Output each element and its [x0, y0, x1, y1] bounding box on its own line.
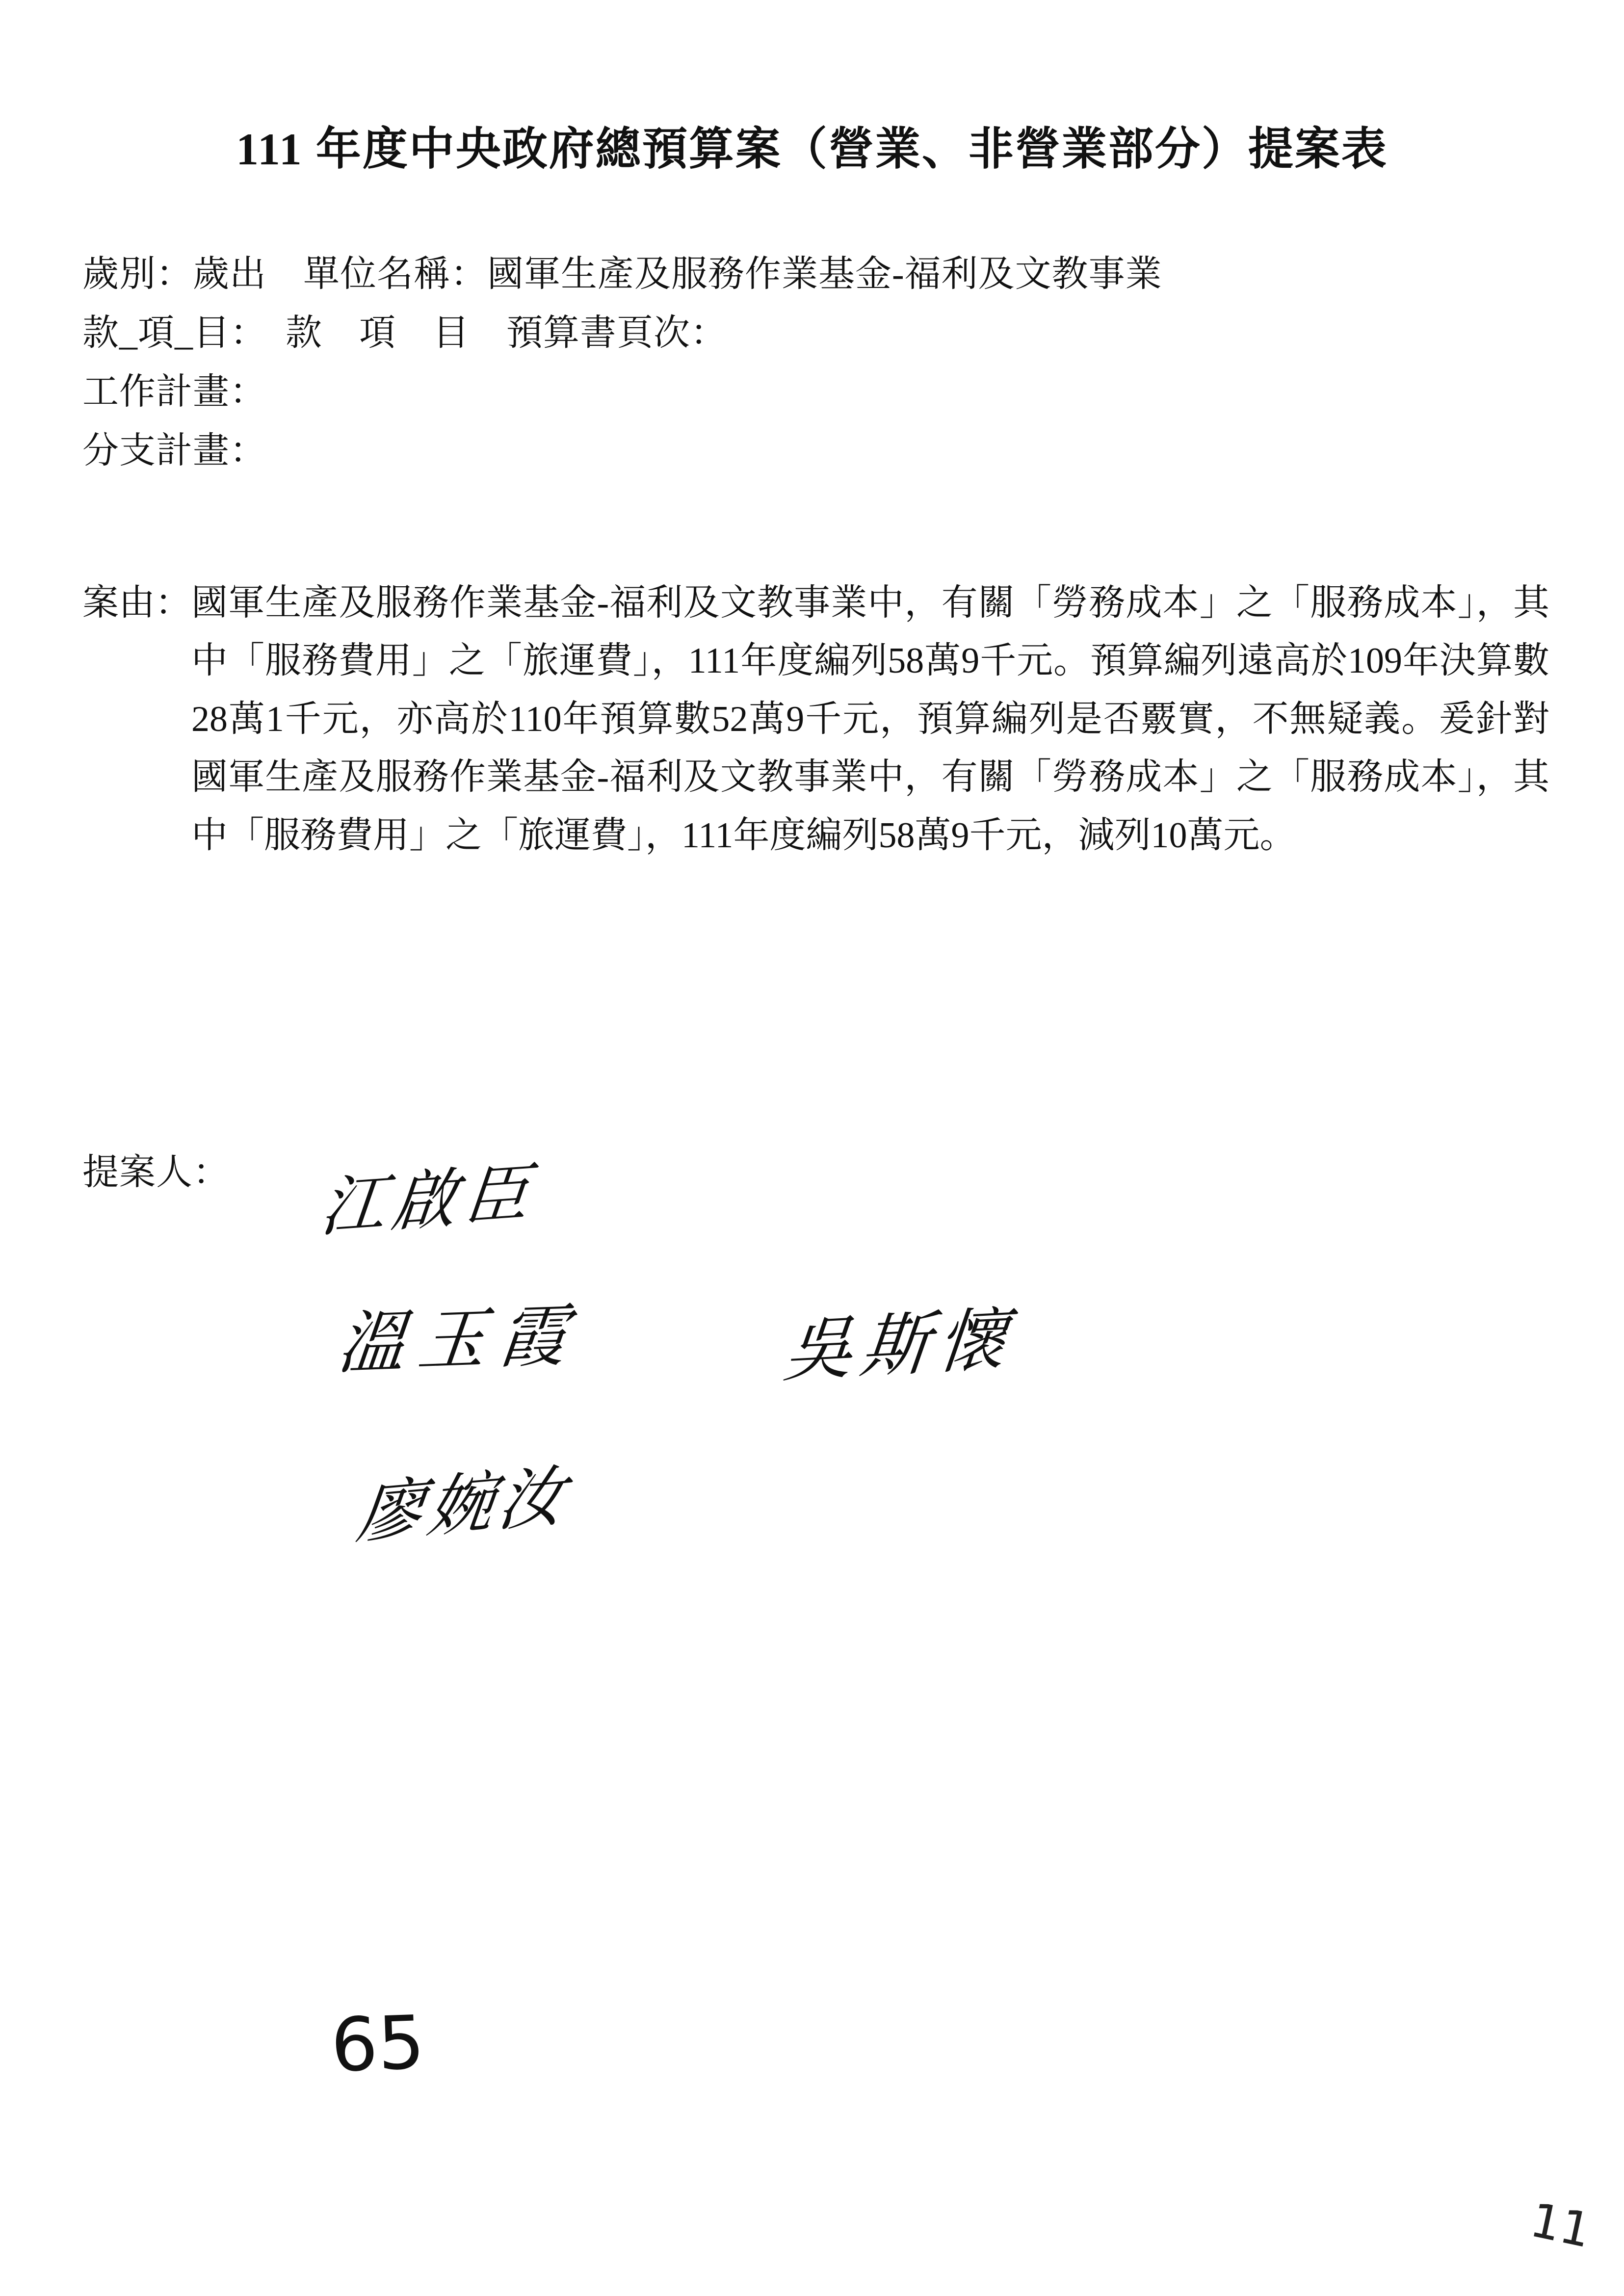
signature-area	[294, 1138, 1472, 1727]
proposer-label: 提案人：	[82, 1152, 230, 1193]
case-body	[191, 574, 1549, 864]
case-block	[82, 574, 1549, 864]
corner-mark: 11	[1525, 2192, 1596, 2259]
signature-4: 廖婉汝	[353, 1457, 574, 1553]
signature-1: 江啟臣	[317, 1155, 540, 1247]
case-text: 國軍生產及服務作業基金-福利及文教事業中，有關「勞務成本」之「服務成本」，其中「服務費用」之「旅運費」，111年度編列58萬9千元。預算編列遠高於109年決算數28萬1千元，亦高於110年預算數52萬9千元，預算編列是否覈實，不無疑義。爰針對國軍生產及服務作業基金-福利及文教事業中，有關「勞務成本」之「服務成本」，其中「服務費用」之「旅運費」，111年度編列58萬9千元，減列10萬元。	[191, 583, 1549, 856]
page-number: 65	[329, 2000, 426, 2089]
page-title: 111 年度中央政府總預算案（營業、非營業部分）提案表	[236, 124, 1388, 174]
signature-2: 溫玉霞	[334, 1296, 584, 1383]
meta-line-budget-code: 款_項_目： 款 項 目 預算書頁次：	[82, 313, 727, 353]
meta-line-fiscal-unit: 歲別：歲出 單位名稱：國軍生產及服務作業基金-福利及文教事業	[82, 254, 1162, 294]
case-label: 案由：	[82, 583, 191, 623]
signature-3: 吳斯懷	[780, 1299, 1019, 1392]
meta-line-work-plan: 工作計畫：	[82, 371, 266, 412]
meta-line-sub-plan: 分支計畫：	[82, 430, 266, 471]
meta-block	[82, 245, 1545, 481]
